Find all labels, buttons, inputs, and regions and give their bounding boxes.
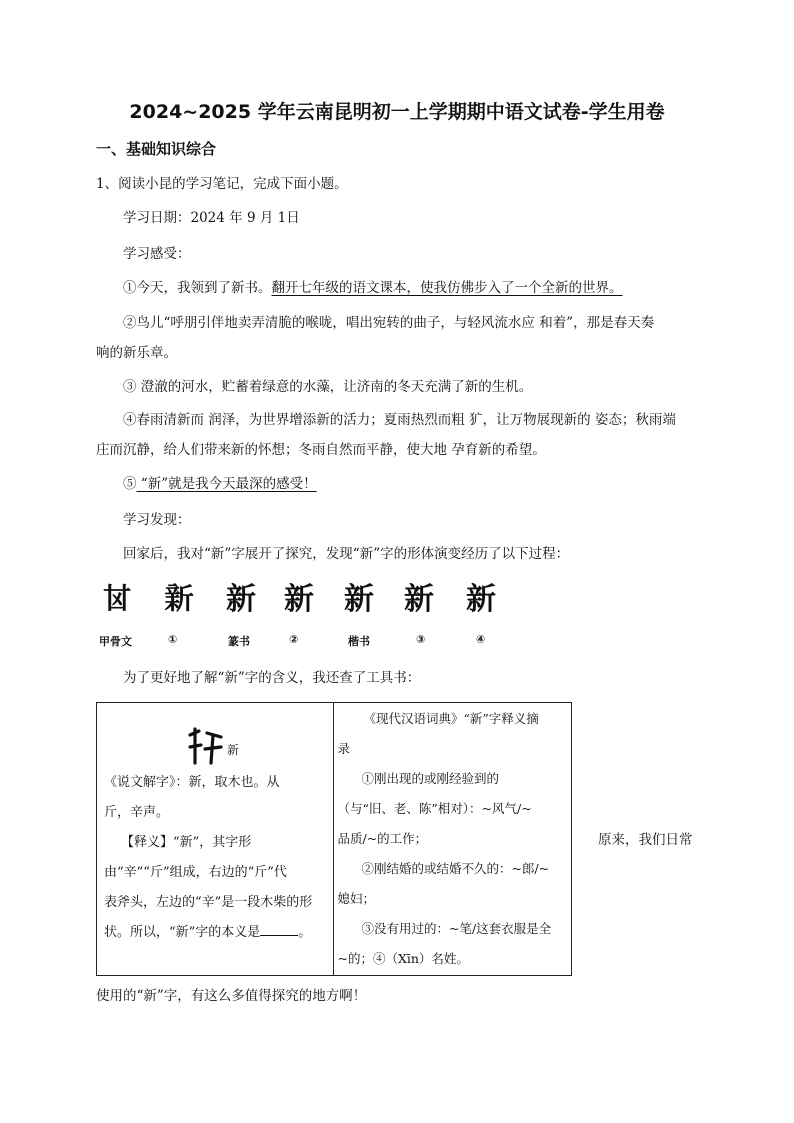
evolution-label-1: ① [168, 633, 178, 646]
evolution-glyph-1: 𣂺 [164, 582, 194, 617]
feeling-label: 学习感受： [123, 246, 191, 262]
evolution-glyph-4: 新 [466, 582, 496, 617]
page-title: 2024~2025 学年云南昆明初一上学期期中语文试卷-学生用卷 [129, 101, 665, 123]
note-item-5-underlined: “新”就是我今天最深的感受！ [136, 476, 317, 492]
answer-blank[interactable] [260, 923, 298, 936]
dict-line-1: 《现代汉语词典》“新”字释义摘 [363, 711, 539, 726]
dict-sense-3-4: ~的；④（Xīn）名姓。 [337, 951, 469, 966]
dictionary-table [96, 702, 572, 976]
evolution-label-4: ④ [476, 633, 486, 646]
closing-text: 使用的“新”字，有这么多值得探究的地方啊！ [96, 988, 367, 1004]
evolution-glyph-2: 新 [284, 582, 314, 617]
discovery-label: 学习发现： [123, 512, 191, 528]
evolution-glyph-3: 新 [404, 582, 434, 617]
note-item-3: ③ 澄澈的河水，贮蓄着绿意的水藻，让济南的冬天充满了新的生机。 [123, 379, 533, 395]
character-evolution-row [100, 583, 500, 621]
evolution-label-seal: 篆书 [228, 635, 250, 648]
dict-sense-2: ②刚结婚的或结婚不久的：~郎/~ [361, 861, 550, 876]
small-xin-char: 新 [227, 743, 240, 757]
explanation-line-1: 【释义】“新”，其字形 [121, 835, 252, 850]
section-heading: 一、基础知识综合 [96, 140, 217, 158]
note-item-5-mark: ⑤ [123, 476, 137, 492]
xiandai-cell [333, 703, 572, 976]
aside-text: 原来，我们日常 [598, 832, 693, 848]
note-item-1-text: ①今天，我领到了新书。 [123, 280, 272, 296]
note-item-4-line2: 庄而沉静，给人们带来新的怀想；冬雨自然而平静，使大地 孕育新的希望。 [96, 442, 546, 458]
explanation-line-3: 表斧头，左边的“辛”是一段木柴的形 [104, 895, 313, 910]
note-item-1-underlined: 翻开七年级的语文课本，使我仿佛步入了一个全新的世界。 [271, 280, 623, 296]
discovery-text: 回家后，我对“新”字展开了探究，发现“新”字的形体演变经历了以下过程： [123, 546, 570, 562]
dict-sense-1: ①刚出现的或刚经验到的 [361, 771, 500, 786]
explanation-line-2: 由“辛”“斤”组成，右边的“斤”代 [104, 865, 287, 880]
explanation-line-4: 状。所以，“新”字的本义是 。 [104, 925, 312, 940]
evolution-label-3: ③ [416, 633, 426, 646]
note-item-2-line1: ②鸟儿“呼朋引伴地卖弄清脆的喉咙，唱出宛转的曲子，与轻风流水应 和着”，那是春天奏 [123, 315, 655, 331]
evolution-label-regular: 楷书 [348, 635, 370, 648]
note-item-5 [123, 474, 317, 494]
dict-sense-1-cont: （与“旧、老、陈”相对）：~风气/~ [337, 801, 532, 816]
shuowen-cell [97, 703, 334, 976]
dict-sense-3: ③没有用过的：~笔/这套衣服是全 [361, 921, 552, 936]
study-date: 学习日期：2024 年 9 月 1日 [123, 210, 300, 226]
note-item-4-line1: ④春雨清新而 润泽，为世界增添新的活力；夏雨热烈而粗 犷，让万物展现新的 姿态；秋雨端 [123, 412, 676, 428]
evolution-glyph-seal: 新 [226, 582, 256, 617]
evolution-label-oracle: 甲骨文 [99, 635, 132, 648]
shuowen-line-2: 斤，辛声。 [104, 805, 170, 820]
oracle-xin-glyph-icon [187, 727, 225, 767]
dict-line-2: 录 [337, 741, 351, 756]
shuowen-line-1: 《说文解字》：新，取木也。从 [104, 775, 280, 790]
dict-sense-1-end: 品质/~的工作； [337, 831, 428, 846]
note-item-2-line2: 响的新乐章。 [96, 345, 177, 361]
question-stem: 1、阅读小昆的学习笔记，完成下面小题。 [96, 176, 348, 192]
note-item-1 [123, 278, 623, 298]
evolution-label-2: ② [289, 633, 299, 646]
lookup-text: 为了更好地了解“新”字的含义，我还查了工具书： [123, 670, 421, 686]
evolution-glyph-oracle: 𠀠 [102, 582, 132, 617]
evolution-glyph-regular: 新 [344, 582, 374, 617]
dict-sense-2-end: 媳妇； [337, 891, 376, 906]
